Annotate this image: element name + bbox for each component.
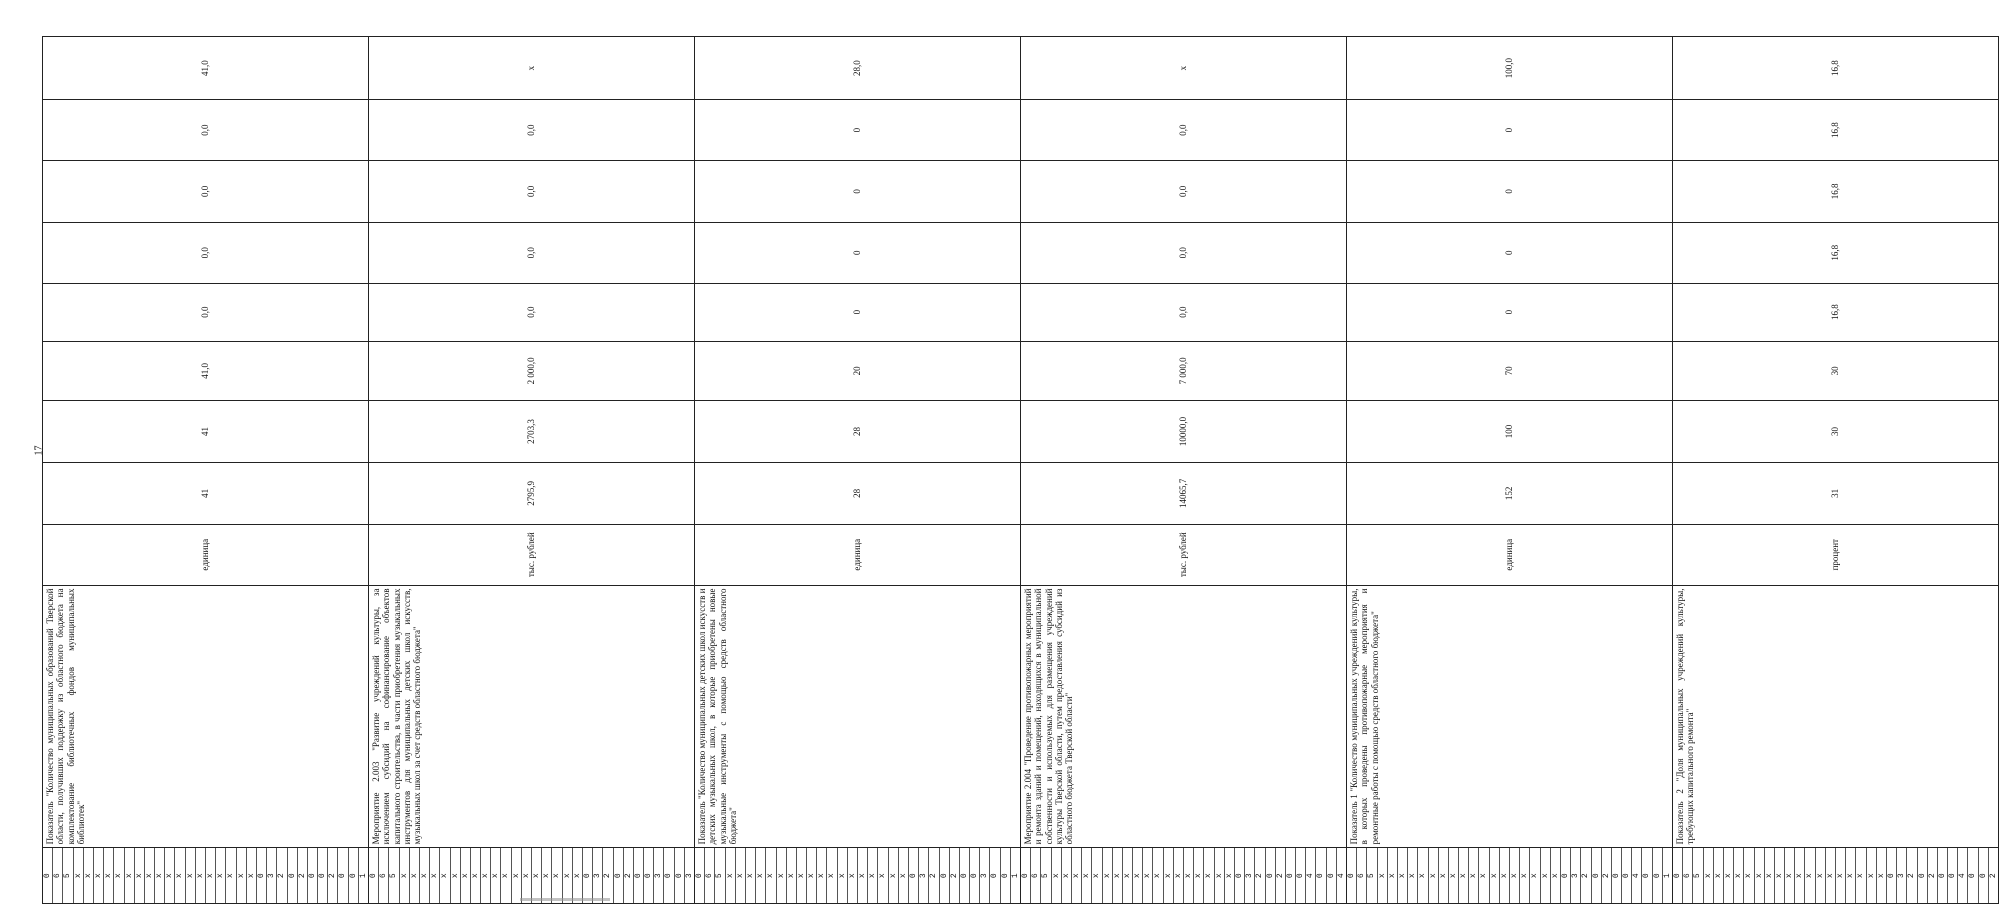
code-digit: x: [155, 848, 165, 903]
row-value: 14065,7: [1021, 462, 1347, 524]
row-code-cell: [1673, 848, 1999, 904]
code-digit: x: [1082, 848, 1092, 903]
table-row: [695, 37, 1021, 904]
code-digit: x: [746, 848, 756, 903]
table-row: [1021, 37, 1347, 904]
code-digit: 5: [1693, 848, 1703, 903]
code-digit: x: [827, 848, 837, 903]
code-digit: x: [226, 848, 236, 903]
row-value: 100: [1347, 401, 1673, 463]
row-value: 30: [1673, 341, 1999, 400]
rotated-table-container: [42, 36, 1998, 904]
row-value: 0,0: [43, 222, 369, 283]
row-value: 41: [43, 401, 369, 463]
row-code-cell: [1347, 848, 1673, 904]
code-digit: x: [787, 848, 797, 903]
row-value: 16,8: [1673, 160, 1999, 222]
code-digit: 4: [1336, 873, 1346, 879]
code-digit: x: [848, 848, 858, 903]
code-digit: x: [145, 848, 155, 903]
code-digit: 1: [358, 873, 368, 879]
code-digit: 2: [298, 848, 308, 903]
code-digit: x: [94, 848, 104, 903]
code-digit: x: [186, 848, 196, 903]
code-digit: x: [1153, 848, 1163, 903]
code-digit: 6: [1031, 848, 1041, 903]
code-digit: x: [1418, 848, 1428, 903]
row-value: 0: [1347, 100, 1673, 161]
row-code-cell: [695, 848, 1021, 904]
code-digit: x: [1816, 848, 1826, 903]
code-digit: 0: [1266, 848, 1276, 903]
code-digit: x: [1877, 848, 1887, 903]
code-digit: 6: [705, 848, 715, 903]
code-digit: x: [410, 848, 420, 903]
code-digit: x: [1113, 848, 1123, 903]
code-digit: x: [1490, 848, 1500, 903]
code-digit: x: [1744, 848, 1754, 903]
code-digit: x: [1795, 848, 1805, 903]
code-digit: 5: [1367, 848, 1377, 903]
row-value: 16,8: [1673, 37, 1999, 100]
row-value: 28: [695, 401, 1021, 463]
code-digit: 0: [1296, 848, 1306, 903]
code-digit: x: [1072, 848, 1082, 903]
code-digit: 5: [389, 848, 399, 903]
code-digit: x: [1164, 848, 1174, 903]
code-digit: 0: [664, 848, 674, 903]
code-digit: x: [1225, 848, 1235, 903]
code-digit: x: [563, 848, 573, 903]
code-digit: x: [807, 848, 817, 903]
code-digit: x: [1398, 848, 1408, 903]
code-digit: x: [440, 848, 450, 903]
code-digit: x: [1510, 848, 1520, 903]
code-digit: x: [756, 848, 766, 903]
code-digit: x: [74, 848, 84, 903]
code-digit: 0: [1653, 848, 1663, 903]
code-digit: 0: [940, 848, 950, 903]
code-digit: 0: [675, 848, 685, 903]
row-value: 0: [1347, 160, 1673, 222]
code-digit: 3: [980, 848, 990, 903]
code-digit: x: [777, 848, 787, 903]
code-digit: x: [858, 848, 868, 903]
row-unit: процент: [1673, 524, 1999, 585]
code-digit: x: [532, 848, 542, 903]
code-digit: x: [1133, 848, 1143, 903]
code-digit: 0: [1642, 848, 1652, 903]
code-digit: 0: [1021, 848, 1031, 903]
code-digit: x: [1541, 848, 1551, 903]
code-digit: x: [1449, 848, 1459, 903]
code-digit: x: [206, 848, 216, 903]
code-digit: x: [1062, 848, 1072, 903]
code-digit: x: [420, 848, 430, 903]
code-digit: 0: [1235, 848, 1245, 903]
row-value: 0: [695, 160, 1021, 222]
code-digit: x: [1184, 848, 1194, 903]
code-digit: 5: [1041, 848, 1051, 903]
code-digit: x: [84, 848, 94, 903]
code-digit: x: [1439, 848, 1449, 903]
row-value: 0,0: [43, 283, 369, 341]
code-digit: x: [1215, 848, 1225, 903]
row-value: 30: [1673, 401, 1999, 463]
code-digit: x: [1479, 848, 1489, 903]
code-digit: x: [1500, 848, 1510, 903]
row-value: 16,8: [1673, 283, 1999, 341]
row-unit: тыс. рублей: [1021, 524, 1347, 585]
row-code-cell: [369, 848, 695, 904]
code-digit: x: [1755, 848, 1765, 903]
code-digit: 2: [1988, 873, 1998, 879]
row-unit: тыс. рублей: [369, 524, 695, 585]
code-digit: x: [1867, 848, 1877, 903]
code-digit: 2: [1581, 848, 1591, 903]
row-unit: единица: [695, 524, 1021, 585]
row-value: 31: [1673, 462, 1999, 524]
code-digit: x: [216, 848, 226, 903]
code-digit: 0: [257, 848, 267, 903]
code-digit: 5: [715, 848, 725, 903]
code-digit: 0: [349, 848, 359, 903]
code-digit: x: [400, 848, 410, 903]
code-digit: x: [135, 848, 145, 903]
row-value: 28,0: [695, 37, 1021, 100]
code-digit: x: [899, 848, 909, 903]
code-digit: x: [1765, 848, 1775, 903]
code-digit: 0: [1347, 848, 1357, 903]
row-value: 2703,3: [369, 401, 695, 463]
code-digit: 6: [1357, 848, 1367, 903]
row-value: 70: [1347, 341, 1673, 400]
code-digit: 0: [1948, 848, 1958, 903]
row-value: 2 000,0: [369, 341, 695, 400]
row-value: 0,0: [1021, 100, 1347, 161]
code-digit: x: [1103, 848, 1113, 903]
code-digit: x: [736, 848, 746, 903]
row-value: 0,0: [369, 100, 695, 161]
code-digit: x: [237, 848, 247, 903]
row-value: 0: [695, 283, 1021, 341]
row-value: 0,0: [43, 160, 369, 222]
code-digit: x: [1204, 848, 1214, 903]
row-value: 0: [1347, 222, 1673, 283]
code-digit: x: [1408, 848, 1418, 903]
row-value: 10000,0: [1021, 401, 1347, 463]
code-digit: 2: [328, 848, 338, 903]
table-row: [43, 37, 369, 904]
code-digit: 2: [1255, 848, 1265, 903]
code-digit: x: [1378, 848, 1388, 903]
code-digit: x: [1123, 848, 1133, 903]
code-digit: x: [247, 848, 257, 903]
code-digit: x: [165, 848, 175, 903]
row-value: 0,0: [369, 160, 695, 222]
code-digit: x: [726, 848, 736, 903]
row-value: x: [1021, 37, 1347, 100]
code-digit: x: [766, 848, 776, 903]
code-digit: 3: [1245, 848, 1255, 903]
code-digit: x: [817, 848, 827, 903]
page-number: 17: [33, 445, 45, 456]
code-digit: 2: [950, 848, 960, 903]
code-digit: x: [512, 848, 522, 903]
code-digit: 0: [369, 848, 379, 903]
code-digit: 0: [583, 848, 593, 903]
code-digit: x: [889, 848, 899, 903]
row-value: x: [369, 37, 695, 100]
code-digit: x: [471, 848, 481, 903]
code-digit: 3: [267, 848, 277, 903]
code-digit: 0: [1561, 848, 1571, 903]
code-digit: 4: [1632, 848, 1642, 903]
code-digit: 0: [1918, 848, 1928, 903]
code-digit: x: [1785, 848, 1795, 903]
code-digit: x: [1194, 848, 1204, 903]
code-digit: 2: [1928, 848, 1938, 903]
code-digit: 1: [1662, 873, 1672, 879]
code-digit: x: [573, 848, 583, 903]
table-row: [369, 37, 695, 904]
row-value: 152: [1347, 462, 1673, 524]
code-digit: 2: [624, 848, 634, 903]
code-digit: 0: [1612, 848, 1622, 903]
code-digit: x: [522, 848, 532, 903]
code-digit: x: [1775, 848, 1785, 903]
code-digit: 4: [1306, 848, 1316, 903]
code-digit: 2: [277, 848, 287, 903]
code-digit: 0: [970, 848, 980, 903]
code-digit: x: [838, 848, 848, 903]
code-digit: 0: [1887, 848, 1897, 903]
code-digit: x: [481, 848, 491, 903]
code-digit: x: [1714, 848, 1724, 903]
code-digit: 0: [614, 848, 624, 903]
code-digit: 0: [1968, 848, 1978, 903]
code-digit: x: [1143, 848, 1153, 903]
row-value: 28: [695, 462, 1021, 524]
row-value: 0,0: [1021, 283, 1347, 341]
code-digit: x: [1092, 848, 1102, 903]
code-digit: 0: [1938, 848, 1948, 903]
code-digit: 3: [593, 848, 603, 903]
code-digit: x: [461, 848, 471, 903]
code-digit: x: [491, 848, 501, 903]
row-value: 0,0: [1021, 222, 1347, 283]
row-value: 41,0: [43, 37, 369, 100]
code-digit: 0: [695, 848, 705, 903]
row-description: Мероприятие 2.003 "Развитие учреждений культуры, за исключением субсидий на софинансирование объектов капитального строительства, в части приобретения музыкальных инструментов для муниципальных детских школ искусств, музыкальных школ за счет средств областного бюджета": [369, 585, 695, 848]
code-digit: x: [430, 848, 440, 903]
table-row: [1347, 37, 1673, 904]
code-digit: x: [451, 848, 461, 903]
code-digit: 2: [929, 848, 939, 903]
code-digit: x: [1052, 848, 1062, 903]
code-digit: 0: [1622, 848, 1632, 903]
code-digit: 0: [318, 848, 328, 903]
code-digit: x: [1836, 848, 1846, 903]
code-digit: x: [501, 848, 511, 903]
code-digit: 3: [1571, 848, 1581, 903]
row-value: 20: [695, 341, 1021, 400]
code-digit: x: [1826, 848, 1836, 903]
code-digit: x: [196, 848, 206, 903]
code-digit: 0: [338, 848, 348, 903]
code-digit: 4: [1958, 848, 1968, 903]
code-digit: x: [1551, 848, 1561, 903]
code-digit: x: [868, 848, 878, 903]
code-digit: x: [878, 848, 888, 903]
code-digit: 2: [1602, 848, 1612, 903]
code-digit: x: [1846, 848, 1856, 903]
code-digit: x: [552, 848, 562, 903]
code-digit: 2: [1907, 848, 1917, 903]
row-unit: единица: [1347, 524, 1673, 585]
row-value: 0,0: [369, 222, 695, 283]
code-digit: x: [1734, 848, 1744, 903]
code-digit: 0: [1673, 848, 1683, 903]
code-digit: x: [1174, 848, 1184, 903]
table-row: [1673, 37, 1999, 904]
row-value: 41: [43, 462, 369, 524]
scan-artifact: [520, 898, 610, 901]
row-code-cell: [43, 848, 369, 904]
code-digit: 2: [1276, 848, 1286, 903]
code-digit: x: [1520, 848, 1530, 903]
code-digit: 0: [990, 848, 1000, 903]
row-value: 0: [695, 222, 1021, 283]
code-digit: x: [1459, 848, 1469, 903]
code-digit: x: [1724, 848, 1734, 903]
row-code-cell: [1021, 848, 1347, 904]
code-digit: 0: [1001, 848, 1011, 903]
code-digit: 0: [308, 848, 318, 903]
code-digit: 6: [379, 848, 389, 903]
code-digit: 6: [1683, 848, 1693, 903]
code-digit: 3: [919, 848, 929, 903]
code-digit: x: [125, 848, 135, 903]
program-indicators-table: [42, 36, 1999, 904]
code-digit: 0: [1592, 848, 1602, 903]
code-digit: 0: [1286, 848, 1296, 903]
code-digit: 0: [43, 848, 53, 903]
row-value: 100,0: [1347, 37, 1673, 100]
code-digit: x: [104, 848, 114, 903]
code-digit: 3: [684, 873, 694, 879]
code-digit: 0: [288, 848, 298, 903]
code-digit: x: [1388, 848, 1398, 903]
row-description: Показатель 2 "Доля муниципальных учреждений культуры, требующих капитального ремонта": [1673, 585, 1999, 848]
code-digit: x: [1469, 848, 1479, 903]
code-digit: x: [114, 848, 124, 903]
code-digit: 0: [909, 848, 919, 903]
code-digit: x: [1530, 848, 1540, 903]
code-digit: 0: [644, 848, 654, 903]
code-digit: 3: [1897, 848, 1907, 903]
row-unit: единица: [43, 524, 369, 585]
code-digit: 0: [1316, 848, 1326, 903]
row-value: 16,8: [1673, 222, 1999, 283]
code-digit: x: [1704, 848, 1714, 903]
row-value: 0: [695, 100, 1021, 161]
row-description: Показатель "Количество муниципальных образований Тверской области, получивших поддержку из областного бюджета на комплектование библиотечных фондов муниципальных библиотек": [43, 585, 369, 848]
code-digit: x: [1429, 848, 1439, 903]
row-value: 7 000,0: [1021, 341, 1347, 400]
code-digit: x: [542, 848, 552, 903]
row-description: Показатель 1 "Количество муниципальных учреждений культуры, в которых проведены противопожарные мероприятия и ремонтные работы с помощью средств областного бюджета": [1347, 585, 1673, 848]
code-digit: 0: [634, 848, 644, 903]
row-value: 2795,9: [369, 462, 695, 524]
code-digit: x: [175, 848, 185, 903]
code-digit: 3: [654, 848, 664, 903]
code-digit: 5: [63, 848, 73, 903]
row-value: 0: [1347, 283, 1673, 341]
row-value: 0,0: [1021, 160, 1347, 222]
code-digit: 2: [603, 848, 613, 903]
code-digit: 1: [1010, 873, 1020, 879]
row-description: Показатель "Количество муниципальных детских школ искусств и детских музыкальных школ, в которые приобретены новые музыкальные инструменты с помощью средств областного бюджета": [695, 585, 1021, 848]
code-digit: 6: [53, 848, 63, 903]
row-value: 0,0: [369, 283, 695, 341]
row-value: 0,0: [43, 100, 369, 161]
code-digit: 0: [960, 848, 970, 903]
table-body: [43, 37, 1999, 904]
code-digit: x: [1805, 848, 1815, 903]
code-digit: x: [797, 848, 807, 903]
row-value: 16,8: [1673, 100, 1999, 161]
row-description: Мероприятие 2.004 "Проведение противопожарных мероприятий и ремонта зданий и помещений, находящихся в муниципальной собственности и используемых для размещения учреждений культуры Тверской области, путем предоставления субсидий из областного бюджета Тверской области": [1021, 585, 1347, 848]
row-value: 41,0: [43, 341, 369, 400]
code-digit: 0: [1979, 848, 1989, 903]
code-digit: x: [1856, 848, 1866, 903]
code-digit: 0: [1327, 848, 1337, 903]
